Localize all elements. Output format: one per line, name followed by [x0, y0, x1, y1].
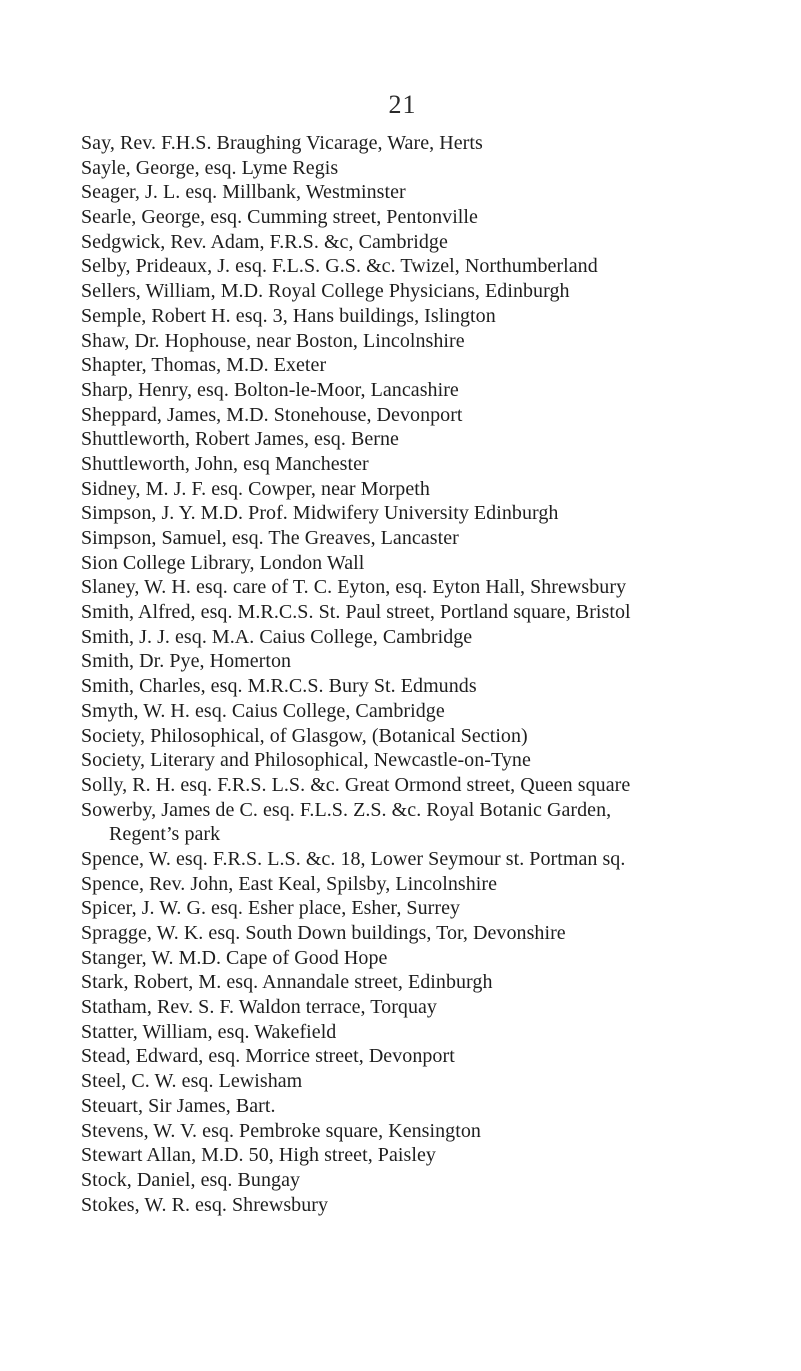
- list-item: Sharp, Henry, esq. Bolton-le-Moor, Lancashire: [81, 378, 459, 401]
- list-item: Spicer, J. W. G. esq. Esher place, Esher, Surrey: [81, 897, 461, 920]
- list-item: Selby, Prideaux, J. esq. F.L.S. G.S. &c. Twizel, Northumberland: [81, 255, 598, 278]
- list-item: Sheppard, James, M.D. Stonehouse, Devonport: [81, 403, 463, 426]
- list-item: Sedgwick, Rev. Adam, F.R.S. &c, Cambridge: [81, 230, 448, 253]
- list-item: Seager, J. L. esq. Millbank, Westminster: [81, 181, 406, 204]
- list-item: Smyth, W. H. esq. Caius College, Cambridge: [81, 699, 445, 722]
- list-item: Shapter, Thomas, M.D. Exeter: [81, 354, 327, 377]
- list-item: Steuart, Sir James, Bart.: [81, 1094, 276, 1117]
- list-item: Statham, Rev. S. F. Waldon terrace, Torquay: [81, 996, 437, 1019]
- list-item: Semple, Robert H. esq. 3, Hans buildings, Islington: [81, 304, 496, 327]
- list-item: Shuttleworth, John, esq Manchester: [81, 452, 369, 475]
- list-item: Say, Rev. F.H.S. Braughing Vicarage, Ware, Herts: [81, 132, 483, 154]
- list-item: Stanger, W. M.D. Cape of Good Hope: [81, 946, 388, 969]
- list-item: Spence, Rev. John, East Keal, Spilsby, Lincolnshire: [81, 872, 497, 895]
- list-item: Sayle, George, esq. Lyme Regis: [81, 156, 339, 179]
- list-item: Slaney, W. H. esq. care of T. C. Eyton, esq. Eyton Hall, Shrewsbury: [81, 576, 627, 599]
- subscriber-list: [81, 131, 781, 1217]
- list-item: Smith, Charles, esq. M.R.C.S. Bury St. Edmunds: [81, 675, 477, 698]
- list-item: Stock, Daniel, esq. Bungay: [81, 1168, 301, 1191]
- page-number: 21: [388, 90, 417, 119]
- list-item: Sellers, William, M.D. Royal College Physicians, Edinburgh: [81, 280, 570, 303]
- list-item: Society, Philosophical, of Glasgow, (Botanical Section): [81, 724, 528, 747]
- list-item: Smith, Dr. Pye, Homerton: [81, 650, 292, 673]
- list-item: Solly, R. H. esq. F.R.S. L.S. &c. Great Ormond street, Queen square: [81, 773, 631, 796]
- list-item: Spragge, W. K. esq. South Down buildings, Tor, Devonshire: [81, 922, 566, 944]
- list-item: Stevens, W. V. esq. Pembroke square, Kensington: [81, 1119, 481, 1142]
- list-item-continuation: Regent’s park: [109, 823, 221, 846]
- list-item: Stark, Robert, M. esq. Annandale street, Edinburgh: [81, 971, 493, 994]
- list-item: Simpson, Samuel, esq. The Greaves, Lancaster: [81, 527, 459, 549]
- list-item: Statter, William, esq. Wakefield: [81, 1020, 337, 1043]
- list-item: Steel, C. W. esq. Lewisham: [81, 1070, 303, 1093]
- list-item: Smith, Alfred, esq. M.R.C.S. St. Paul street, Portland square, Bristol: [81, 601, 631, 624]
- list-item: Searle, George, esq. Cumming street, Pentonville: [81, 206, 478, 229]
- list-item: Stokes, W. R. esq. Shrewsbury: [81, 1193, 329, 1216]
- list-item: Sowerby, James de C. esq. F.L.S. Z.S. &c. Royal Botanic Garden,: [81, 798, 612, 821]
- list-item: Shuttleworth, Robert James, esq. Berne: [81, 428, 399, 451]
- list-item: Sion College Library, London Wall: [81, 551, 365, 574]
- list-item: Smith, J. J. esq. M.A. Caius College, Cambridge: [81, 625, 473, 648]
- list-item: Shaw, Dr. Hophouse, near Boston, Lincolnshire: [81, 329, 465, 352]
- list-item: Spence, W. esq. F.R.S. L.S. &c. 18, Lower Seymour st. Portman sq.: [81, 847, 626, 870]
- list-item: Sidney, M. J. F. esq. Cowper, near Morpeth: [81, 477, 430, 500]
- list-item: Society, Literary and Philosophical, Newcastle-on-Tyne: [81, 749, 531, 772]
- list-item: Stewart Allan, M.D. 50, High street, Paisley: [81, 1144, 436, 1167]
- list-item: Stead, Edward, esq. Morrice street, Devonport: [81, 1045, 455, 1068]
- list-item: Simpson, J. Y. M.D. Prof. Midwifery University Edinburgh: [81, 502, 559, 525]
